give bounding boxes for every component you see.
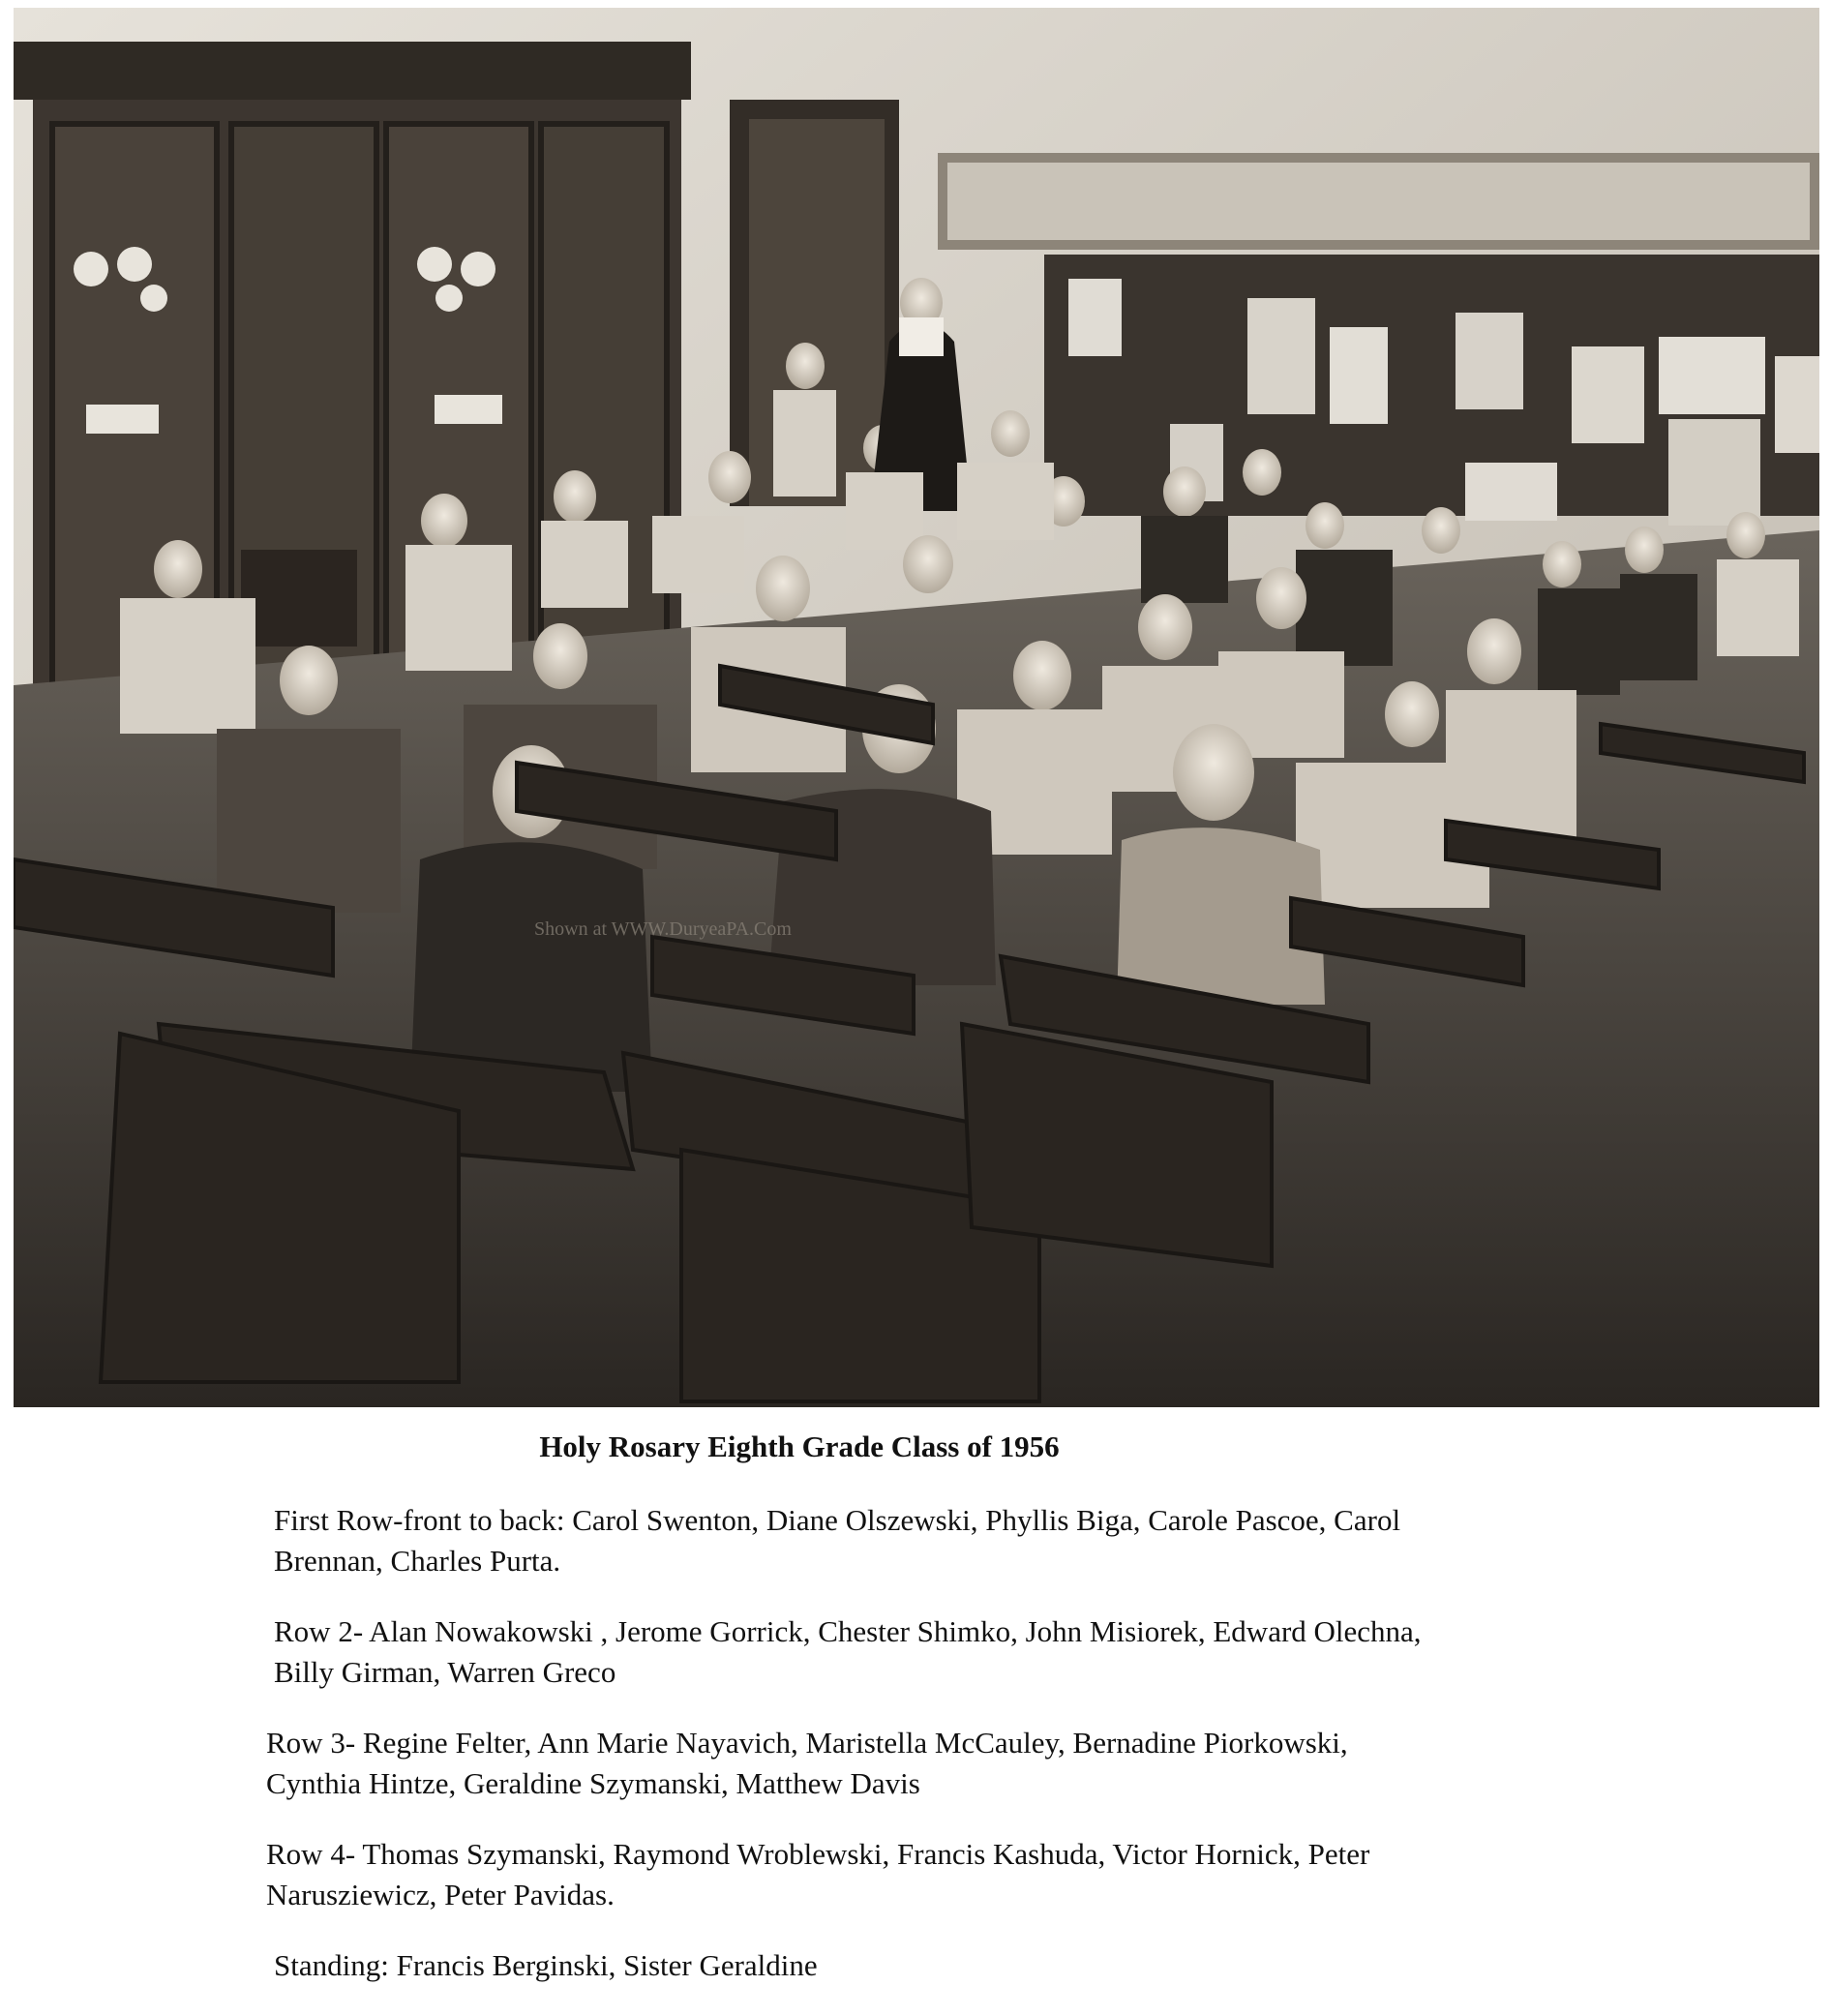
caption-title: Holy Rosary Eighth Grade Class of 1956 <box>539 1429 1060 1463</box>
photo-watermark: Shown at WWW.DuryeaPA.Com <box>534 918 792 940</box>
caption-row-3: Row 3- Regine Felter, Ann Marie Nayavich, Maristella McCauley, Bernadine Piorkowski, Cynthia Hintze, Geraldine Szymanski, Matthew Davis <box>266 1726 1348 1800</box>
bulletin-board <box>938 153 1819 526</box>
caption-row-4: Row 4- Thomas Szymanski, Raymond Wroblewski, Francis Kashuda, Victor Hornick, Peter Narusziewicz, Peter Pavidas. <box>266 1837 1370 1911</box>
class-photo <box>14 8 1819 1407</box>
caption-standing: Standing: Francis Berginski, Sister Geraldine <box>274 1948 818 1982</box>
caption-row-1: First Row-front to back: Carol Swenton, Diane Olszewski, Phyllis Biga, Carole Pascoe, Carol Brennan, Charles Purta. <box>274 1503 1401 1578</box>
caption-row-2: Row 2- Alan Nowakowski , Jerome Gorrick, Chester Shimko, John Misiorek, Edward Olechna, Billy Girman, Warren Greco <box>274 1614 1422 1689</box>
wardrobe-doors <box>14 42 691 719</box>
